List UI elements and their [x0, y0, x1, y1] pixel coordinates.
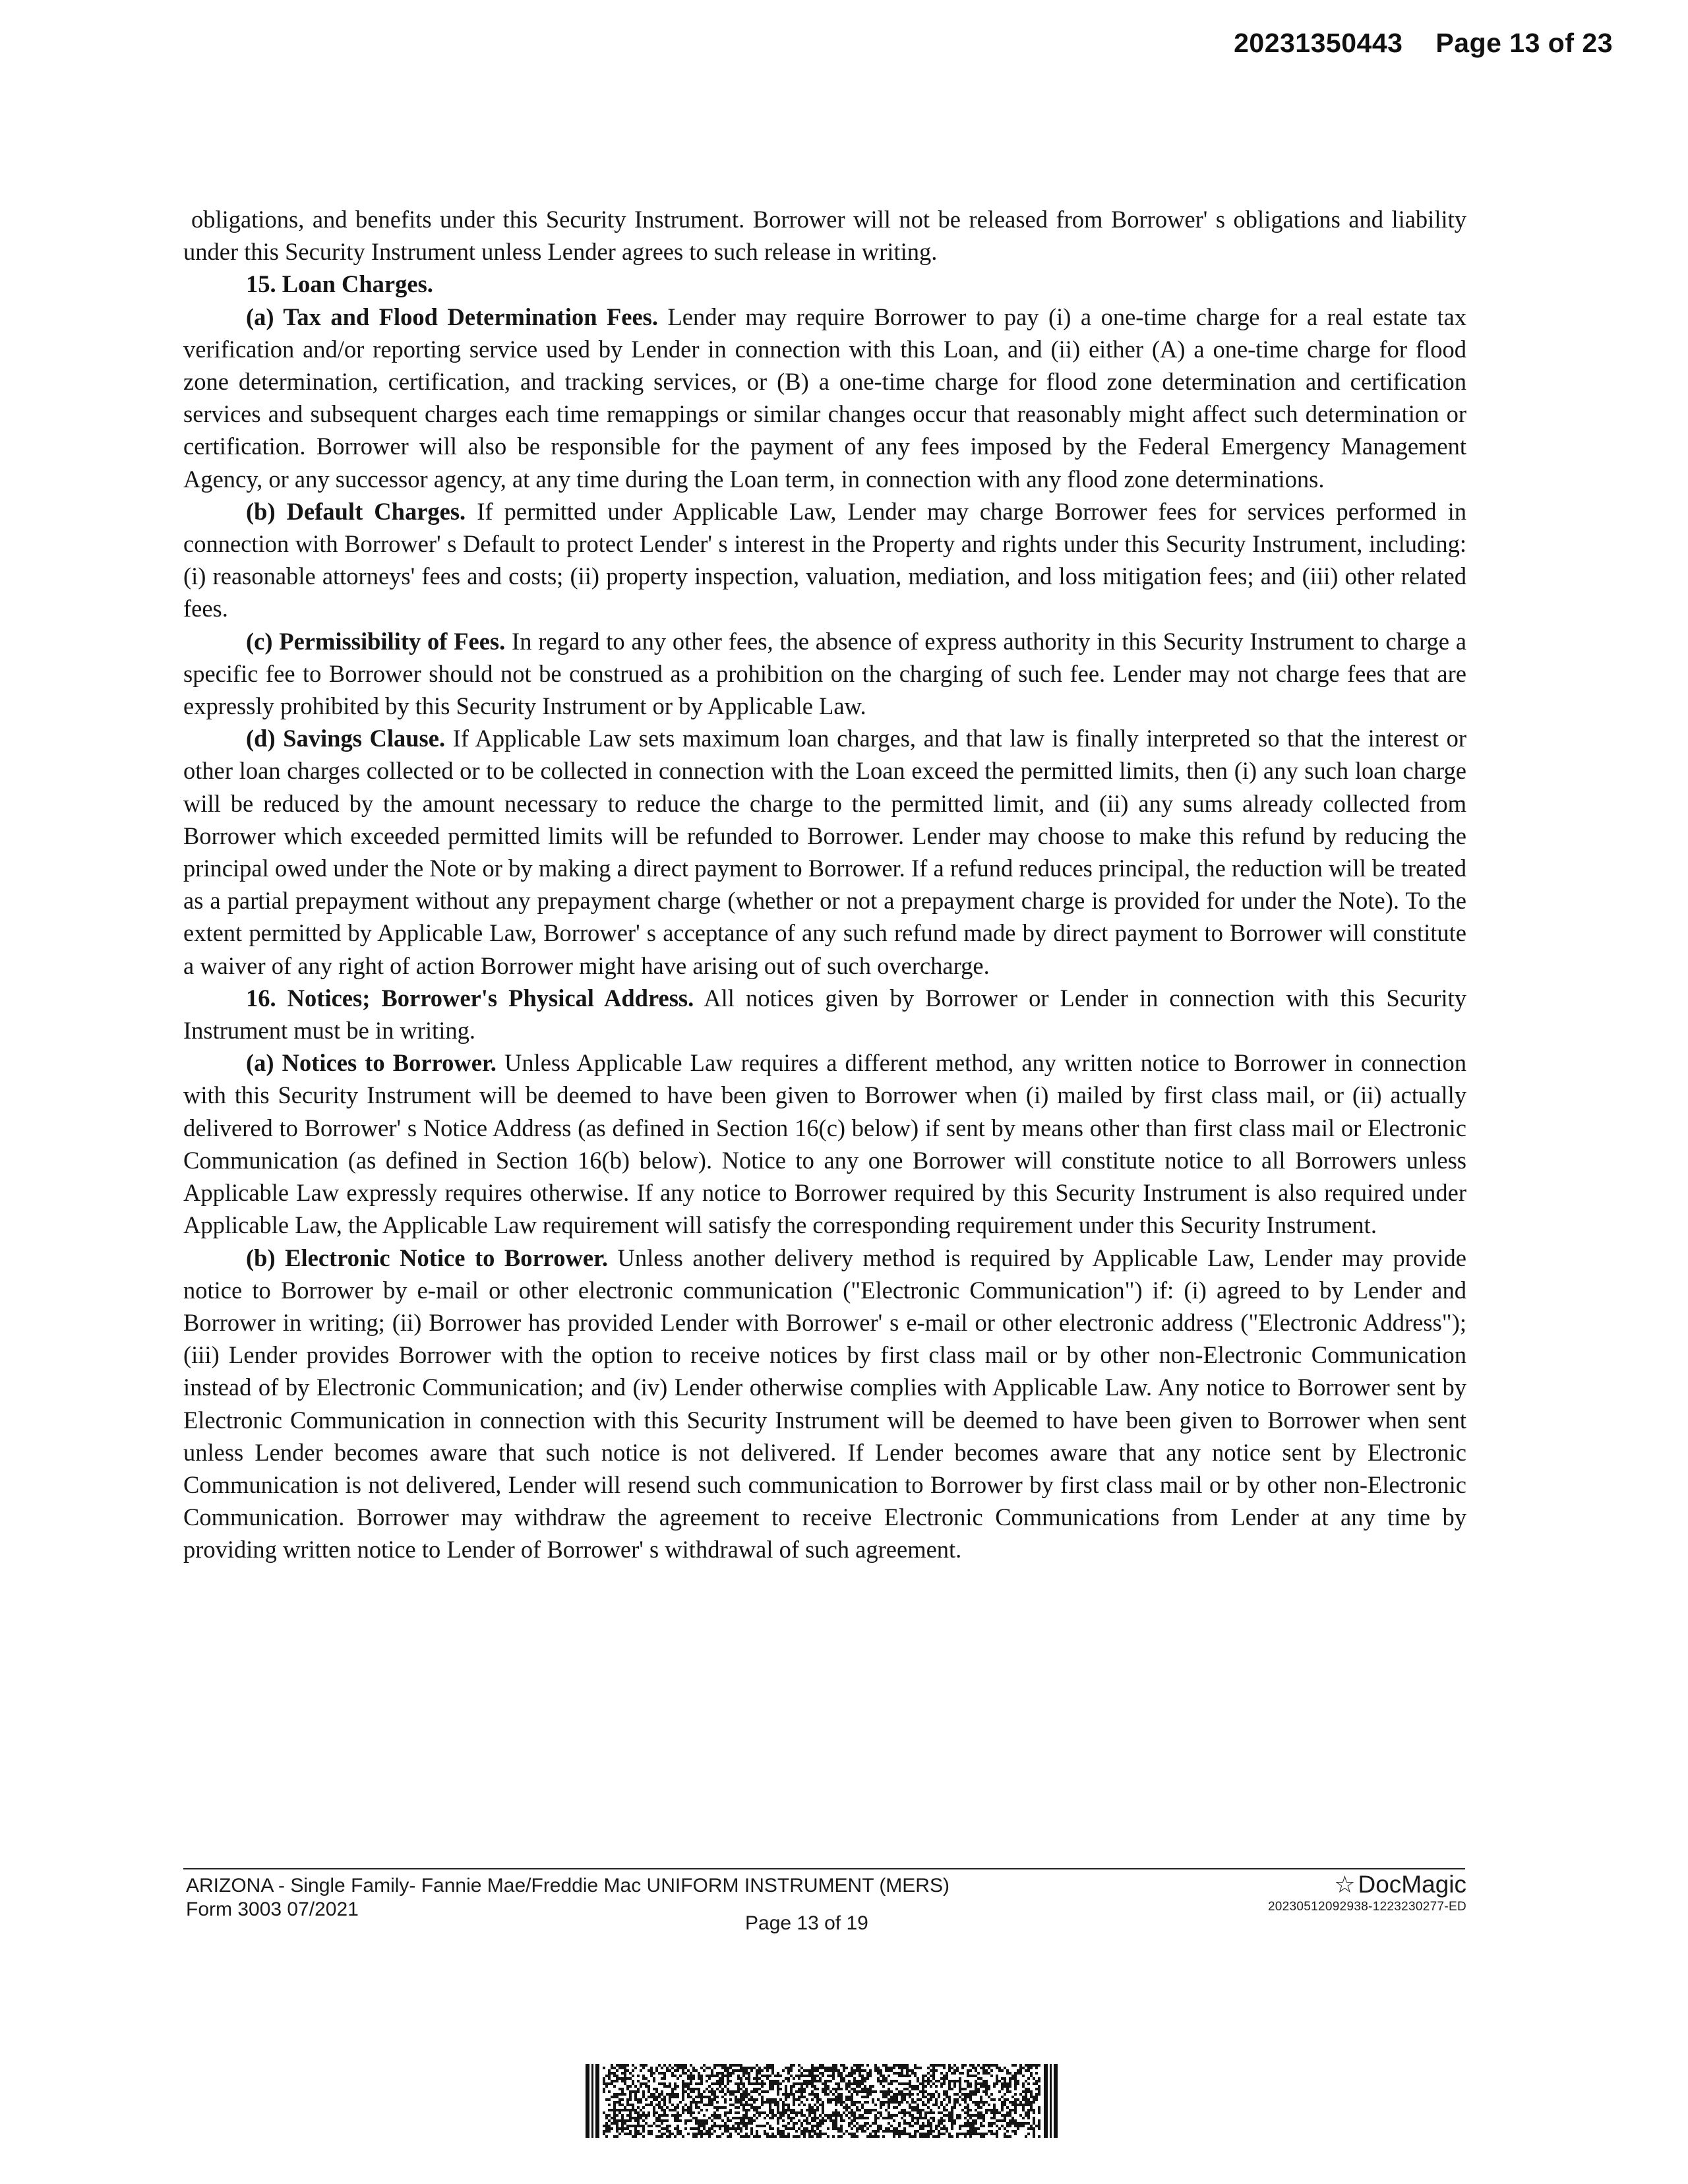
section-16b-title: (b) Electronic Notice to Borrower.	[246, 1244, 608, 1271]
section-16-text: All notices given by Borrower or Lender in connection with this Security Instrument must be in writing.	[183, 984, 1466, 1045]
section-15d-text: If Applicable Law sets maximum loan charges, and that law is finally interpreted so that the interest or other loan charges collected or to be collected in connection with the Loan exceed the permitted limits, then (i) any such loan charge will be reduced by the amount necessary to reduce the charge to the permitted limit, and (ii) any sums already collected from Borrower which exceeded permitted limits will be refunded to Borrower. Lender may choose to make this refund by reducing the principal owed under the Note or by making a direct payment to Borrower. If a refund reduces principal, the reduction will be treated as a partial prepayment without any prepayment charge (whether or not a prepayment charge is provided for under the Note). To the extent permitted by Applicable Law, Borrower' s acceptance of any such refund made by direct payment to Borrower will constitute a waiver of any right of action Borrower might have arising out of such overcharge.	[183, 725, 1466, 979]
section-16a	[183, 1046, 1466, 1241]
recording-header	[1234, 28, 1613, 59]
section-15c-title: (c) Permissibility of Fees.	[246, 627, 506, 655]
section-16	[183, 982, 1466, 1046]
brand-name: DocMagic	[1358, 1871, 1466, 1898]
recording-number: 20231350443	[1234, 28, 1403, 58]
section-15-heading	[183, 268, 1466, 300]
document-body	[183, 203, 1466, 1566]
section-16-title: 16. Notices; Borrower's Physical Address.	[246, 984, 694, 1012]
section-16a-title: (a) Notices to Borrower.	[246, 1049, 497, 1077]
section-15a-title: (a) Tax and Flood Determination Fees.	[246, 303, 659, 330]
section-15c	[183, 625, 1466, 723]
footer-divider	[183, 1868, 1465, 1869]
section-15b-title: (b) Default Charges.	[246, 497, 466, 525]
star-icon: ☆	[1334, 1871, 1356, 1898]
section-15d	[183, 722, 1466, 982]
section-15a	[183, 301, 1466, 495]
section-16a-text: Unless Applicable Law requires a different method, any written notice to Borrower in connection with this Security Instrument will be deemed to have been given to Borrower when (i) mailed by first class mail, or (ii) actually delivered to Borrower' s Notice Address (as defined in Section 16(c) below) if sent by means other than first class mail or Electronic Communication (as defined in Section 16(b) below). Notice to any one Borrower will constitute notice to all Borrowers unless Applicable Law expressly requires otherwise. If any notice to Borrower required by this Security Instrument is also required under Applicable Law, the Applicable Law requirement will satisfy the corresponding requirement under this Security Instrument.	[183, 1049, 1466, 1239]
section-16b	[183, 1242, 1466, 1566]
section-16b-text: Unless another delivery method is required by Applicable Law, Lender may provide notice to Borrower by e-mail or other electronic communication ("Electronic Communication") if: (i) agreed to by Lender and Borrower in writing; (ii) Borrower has provided Lender with Borrower' s e-mail or other electronic address ("Electronic Address"); (iii) Lender provides Borrower with the option to receive notices by first class mail or by other non-Electronic Communication instead of by Electronic Communication; and (iv) Lender otherwise complies with Applicable Law. Any notice to Borrower sent by Electronic Communication in connection with this Security Instrument will be deemed to have been given to Borrower when sent unless Lender becomes aware that such notice is not delivered. If Lender becomes aware that any notice sent by Electronic Communication is not delivered, Lender will resend such communication to Borrower by first class mail or by other non-Electronic Communication. Borrower may withdraw the agreement to receive Electronic Communications from Lender at any time by providing written notice to Lender of Borrower' s withdrawal of such agreement.	[183, 1244, 1466, 1563]
section-15d-title: (d) Savings Clause.	[246, 725, 446, 752]
section-15-title: 15. Loan Charges.	[246, 270, 433, 298]
section-15a-text: Lender may require Borrower to pay (i) a one-time charge for a real estate tax verification and/or reporting service used by Lender in connection with this Loan, and (ii) either (A) a one-time charge for flood zone determination, certification, and tracking services, or (B) a one-time charge for flood zone determination and certification services and subsequent charges each time remappings or similar changes occur that reasonably might affect such determination or certification. Borrower will also be responsible for the payment of any fees imposed by the Federal Emergency Management Agency, or any successor agency, at any time during the Loan term, in connection with any flood zone determinations.	[183, 303, 1466, 493]
footer-page-number: Page 13 of 19	[745, 1912, 868, 1934]
section-15c-text: In regard to any other fees, the absence of express authority in this Security Instrument to charge a specific fee to Borrower should not be construed as a prohibition on the charging of such fee. Lender may not charge fees that are expressly prohibited by this Security Instrument or by Applicable Law.	[183, 627, 1467, 720]
document-id: 20230512092938-1223230277-ED	[1267, 1900, 1466, 1914]
docmagic-logo	[1268, 1870, 1466, 1899]
vendor-mark	[1268, 1870, 1466, 1915]
form-title: ARIZONA - Single Family- Fannie Mae/Freddie Mac UNIFORM INSTRUMENT (MERS)	[186, 1875, 950, 1896]
paragraph-continued: obligations, and benefits under this Security Instrument. Borrower will not be released from Borrower' s obligations and liability under this Security Instrument unless Lender agrees to such release in writing.	[183, 206, 1466, 266]
section-15b-text: If permitted under Applicable Law, Lender may charge Borrower fees for services performed in connection with Borrower' s Default to protect Lender' s interest in the Property and rights under this Security Instrument, including: (i) reasonable attorneys' fees and costs; (ii) property inspection, valuation, mediation, and loss mitigation fees; and (iii) other related fees.	[183, 497, 1466, 622]
section-15b	[183, 495, 1466, 625]
barcode-image	[586, 2064, 1058, 2138]
form-number: Form 3003 07/2021	[186, 1898, 359, 1920]
recording-page-label: Page 13 of 23	[1435, 28, 1613, 58]
